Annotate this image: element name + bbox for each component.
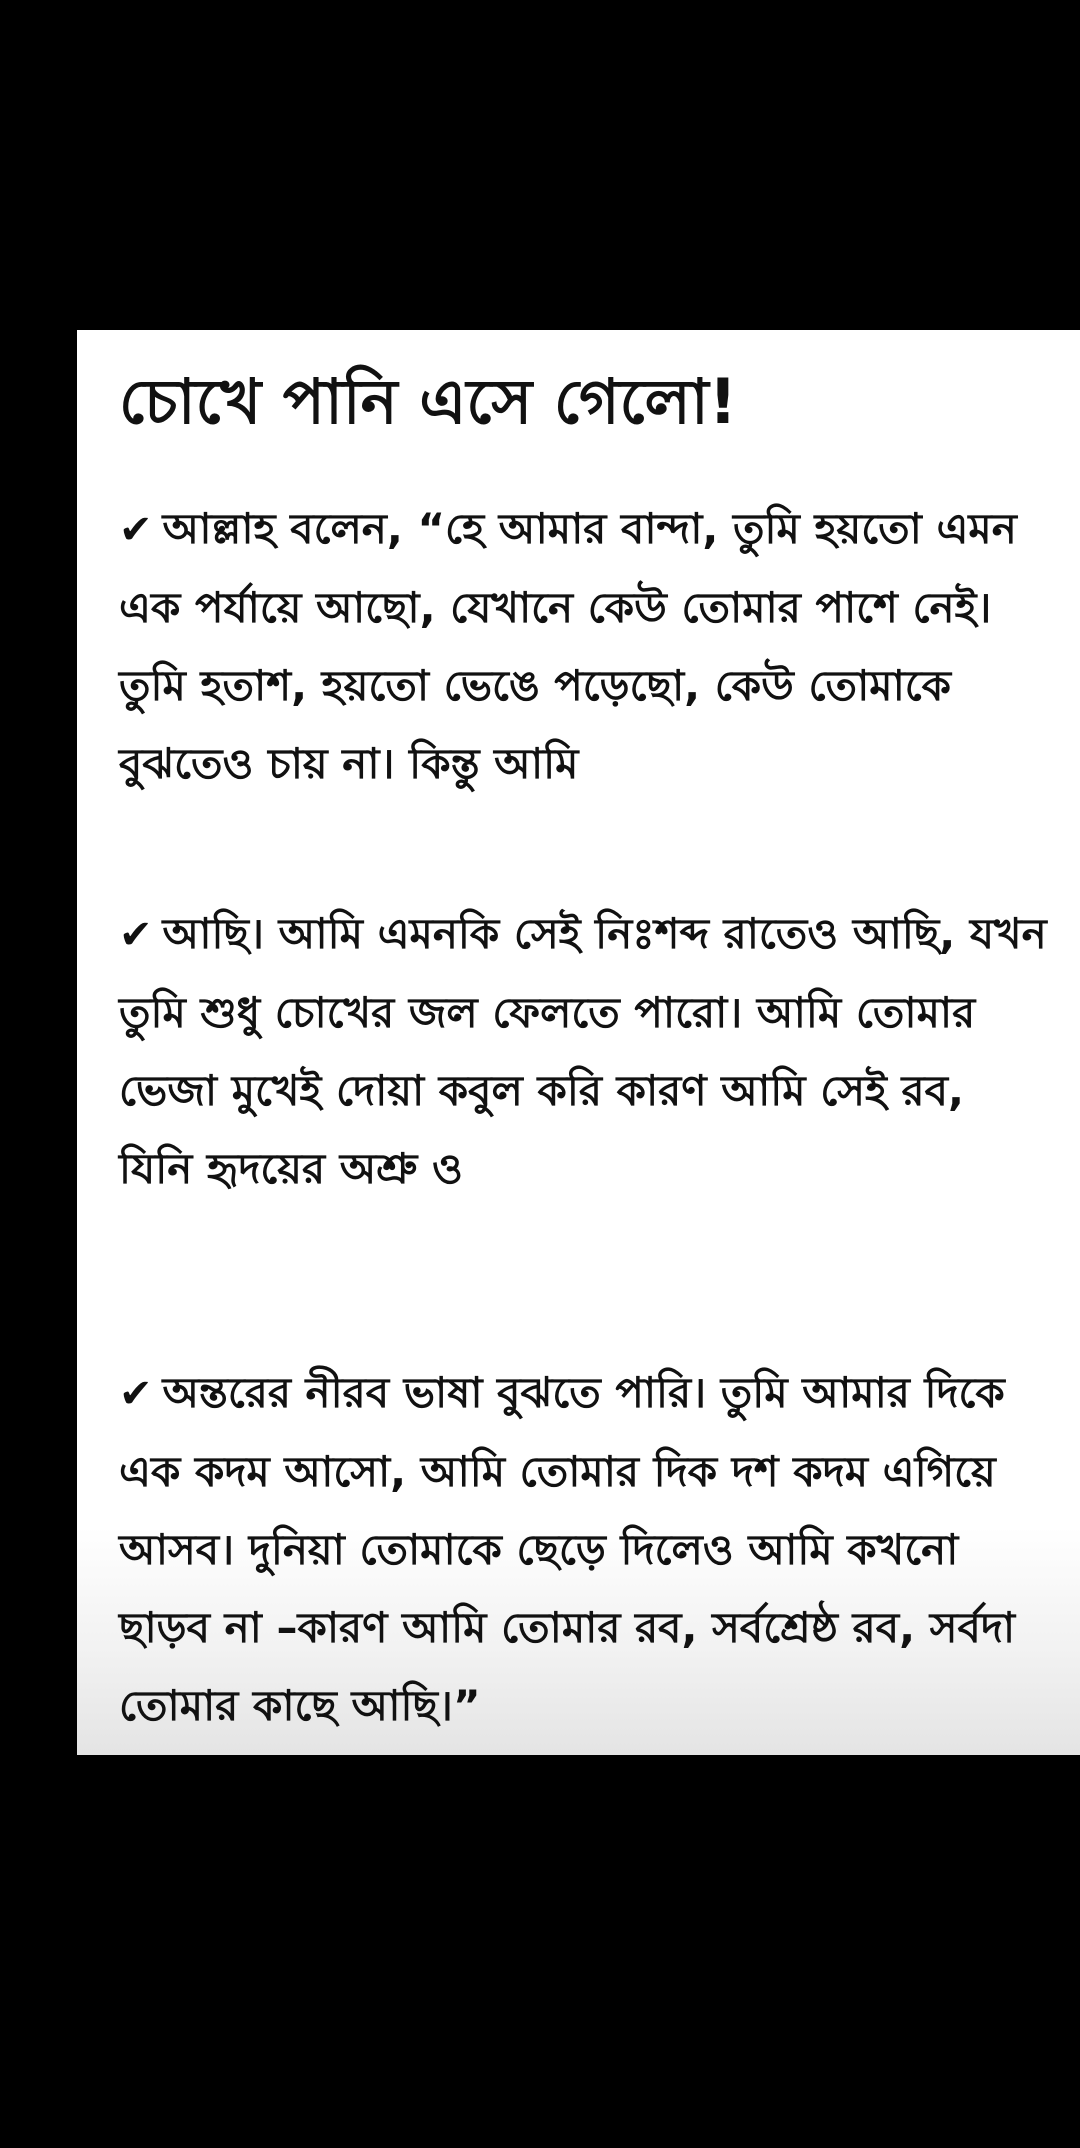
paragraph-1-text: আল্লাহ বলেন, “হে আমার বান্দা, তুমি হয়তো এমন এক পর্যায়ে আছো, যেখানে কেউ তোমার পাশে নেই। তুমি হতাশ, হয়তো ভেঙে পড়েছো, কেউ তোমাকে বুঝতেও চায় না। কিন্তু আমি (119, 504, 1017, 788)
check-mark-icon: ✔ (119, 507, 153, 553)
paragraph-2 (119, 895, 1050, 1208)
post-title: চোখে পানি এসে গেলো! (119, 365, 737, 438)
paragraph-1 (119, 490, 1050, 803)
paragraph-2-text: আছি। আমি এমনকি সেই নিঃশব্দ রাতেও আছি, যখন তুমি শুধু চোখের জল ফেলতে পারো। আমি তোমার ভেজা মুখেই দোয়া কবুল করি কারণ আমি সেই রব, যিনি হৃদয়ের অশ্রু ও (119, 909, 1047, 1193)
paragraph-3 (119, 1354, 1050, 1745)
check-mark-icon: ✔ (119, 912, 153, 958)
paragraph-3-text: অন্তরের নীরব ভাষা বুঝতে পারি। তুমি আমার দিকে এক কদম আসো, আমি তোমার দিক দশ কদম এগিয়ে আসব। দুনিয়া তোমাকে ছেড়ে দিলেও আমি কখনো ছাড়ব না –কারণ আমি তোমার রব, সর্বশ্রেষ্ঠ রব, সর্বদা তোমার কাছে আছি।” (119, 1368, 1016, 1730)
post-card (77, 330, 1080, 1755)
check-mark-icon: ✔ (119, 1371, 153, 1417)
